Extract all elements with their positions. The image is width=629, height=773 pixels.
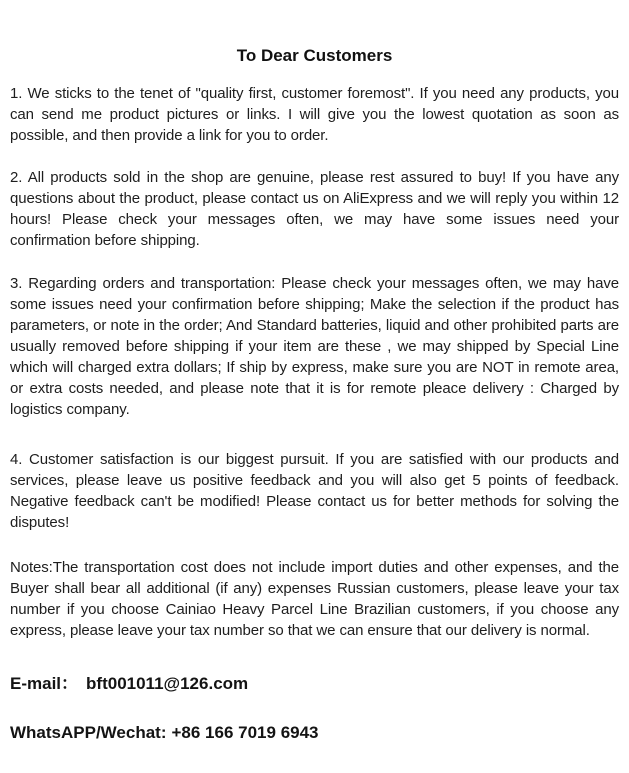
paragraph-notes-import-duties: Notes:The transportation cost does not include import duties and other expenses, and the Buyer shall bear all additional (if any) expenses Russian customers, please leave your tax number if you choose Cainiao Heavy Parcel Line Brazilian customers, if you choose any express, please leave your tax number so that we can ensure that our delivery is normal.: [10, 559, 619, 639]
email-address: bft001011@126.com: [86, 674, 249, 693]
paragraph-quotation-policy: 1. We sticks to the tenet of "quality first, customer foremost". If you need any products, you can send me product pictures or links. I will give you the lowest quotation as soon as possible, and then provide a link for you to order.: [10, 85, 619, 144]
email-label: E-mail：: [10, 674, 79, 693]
whatsapp-number: +86 166 7019 6943: [171, 723, 319, 742]
whatsapp-label: WhatsAPP/Wechat:: [10, 723, 167, 742]
paragraph-genuine-products: 2. All products sold in the shop are genuine, please rest assured to buy! If you have any questions about the product, please contact us on AliExpress and we will reply you within 12 hours! Please check your messages often, we may have some issues need your confirmation before shipping.: [10, 169, 619, 249]
whatsapp-line: [10, 722, 619, 744]
email-line: [10, 673, 619, 695]
page-title: To Dear Customers: [236, 46, 393, 65]
paragraph-orders-transportation: 3. Regarding orders and transportation: Please check your messages often, we may have some issues need your confirmation before shipping; Make the selection if the product has parameters, or note in the order; And Standard batteries, liquid and other prohibited parts are usually removed before shipping if your item are these , we may shipped by Special Line which will charged extra dollars; If ship by express, make sure you are NOT in remote area, or extra costs needed, and please note that it is for remote pleace delivery : Charged by logistics company.: [10, 275, 619, 418]
paragraph-customer-satisfaction: 4. Customer satisfaction is our biggest pursuit. If you are satisfied with our products and services, please leave us positive feedback and you will also get 5 points of feedback. Negative feedback can't be modified! Please contact us for better methods for solving the disputes!: [10, 451, 619, 531]
